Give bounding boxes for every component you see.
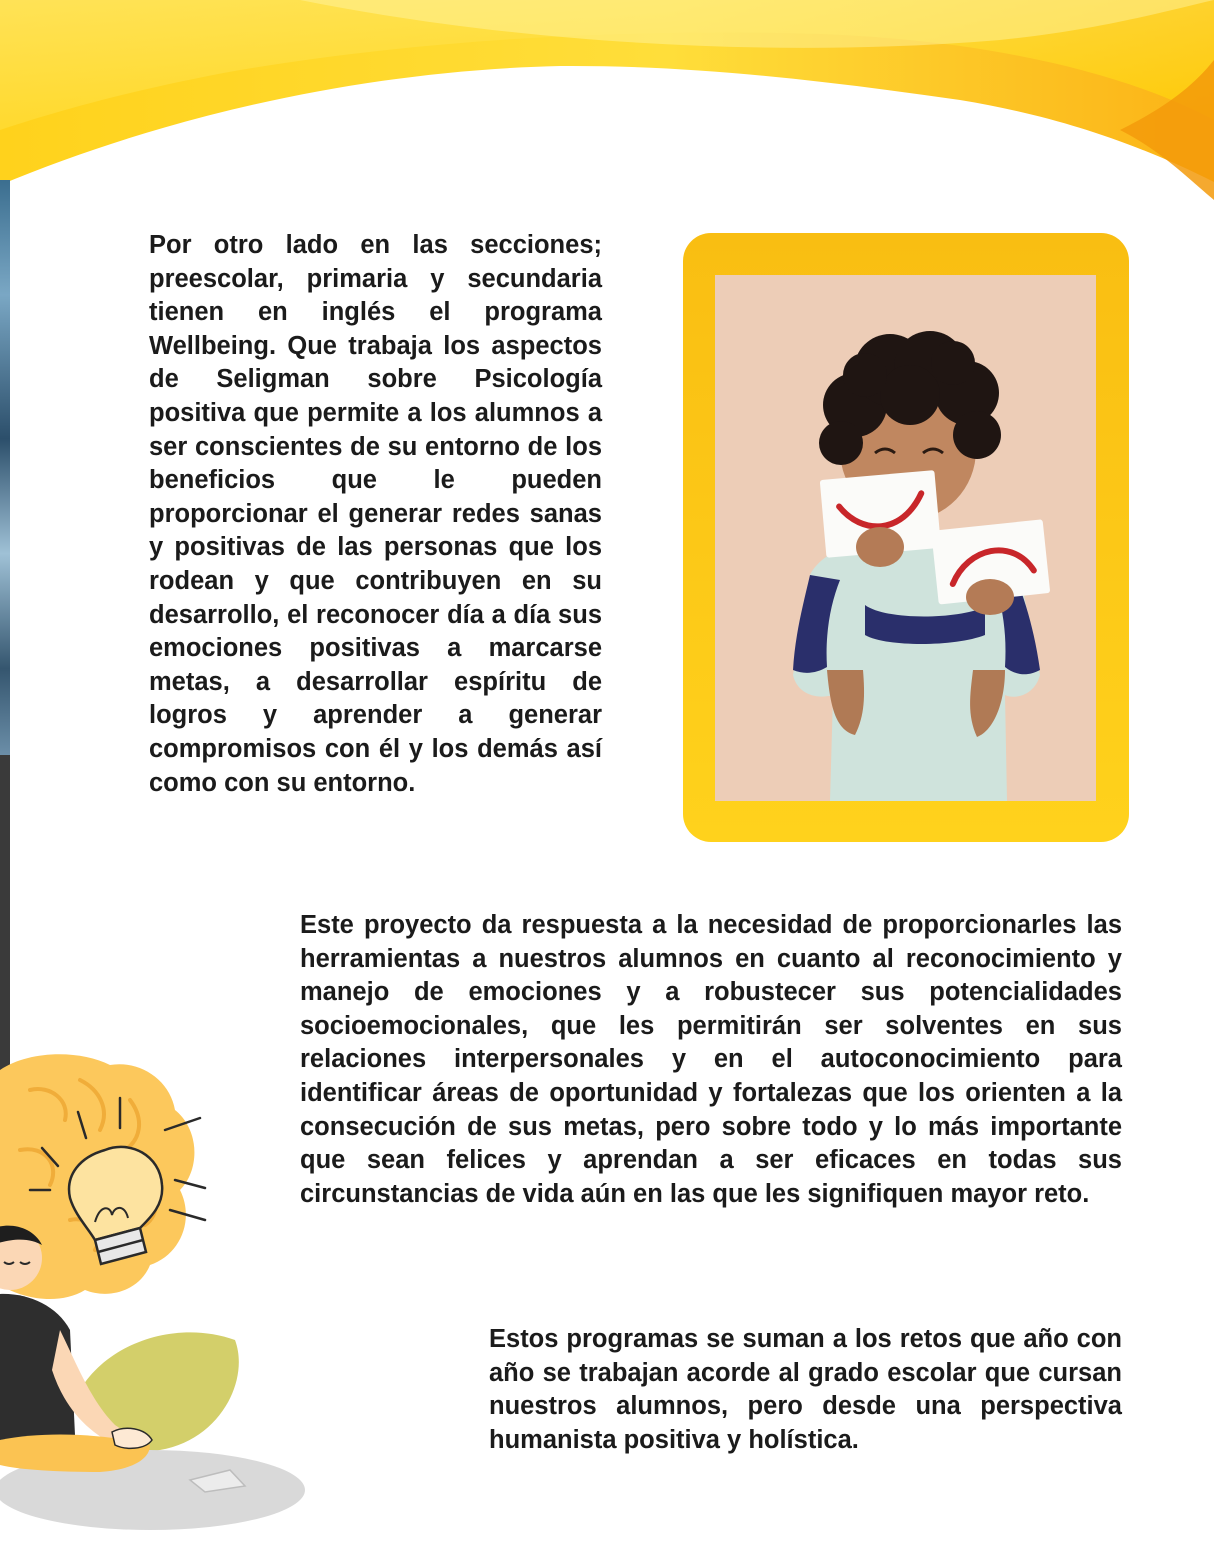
left-edge-photo-strip — [0, 180, 10, 755]
paragraph-project-response: Este proyecto da respuesta a la necesidad de proporcionarles las herramientas a nuestros alumnos en cuanto al reconocimiento y manejo de emociones y a robustecer sus potencialidades socioemocionales, que les permitirán ser solventes en sus relaciones interpersonales y en el autoconocimiento para identificar áreas de oportunidad y fortalezas que los orienten a la consecución de sus metas, pero sobre todo y lo más importante que sean felices y aprendan a ser eficaces en todas sus circunstancias de vida aún en las que les signifiquen mayor reto. — [300, 911, 1122, 1208]
meditation-brain-lightbulb-illustration — [0, 1040, 320, 1566]
paragraph-programs-challenges: Estos programas se suman a los retos que año con año se trabajan acorde al grado escolar que cursan nuestros alumnos, pero desde una perspectiva humanista positiva y holística. — [489, 1325, 1122, 1454]
photo-frame — [683, 233, 1129, 842]
paragraph-wellbeing-program: Por otro lado en las secciones; preescolar, primaria y secundaria tienen en inglés el programa Wellbeing. Que trabaja los aspectos de Seligman sobre Psicología positiva que permite a los alumnos a ser conscientes de su entorno de los beneficios que le pueden proporcionar el generar redes sanas y positivas de las personas que los rodean y que contribuyen en su desarrollo, el reconocer día a día sus emociones positivas a marcarse metas, a desarrollar espíritu de logros y aprender a generar compromisos con él y los demás así como con su entorno. — [149, 231, 602, 797]
child-with-emotion-cards-photo — [715, 275, 1096, 801]
top-wave-decoration — [0, 0, 1214, 200]
